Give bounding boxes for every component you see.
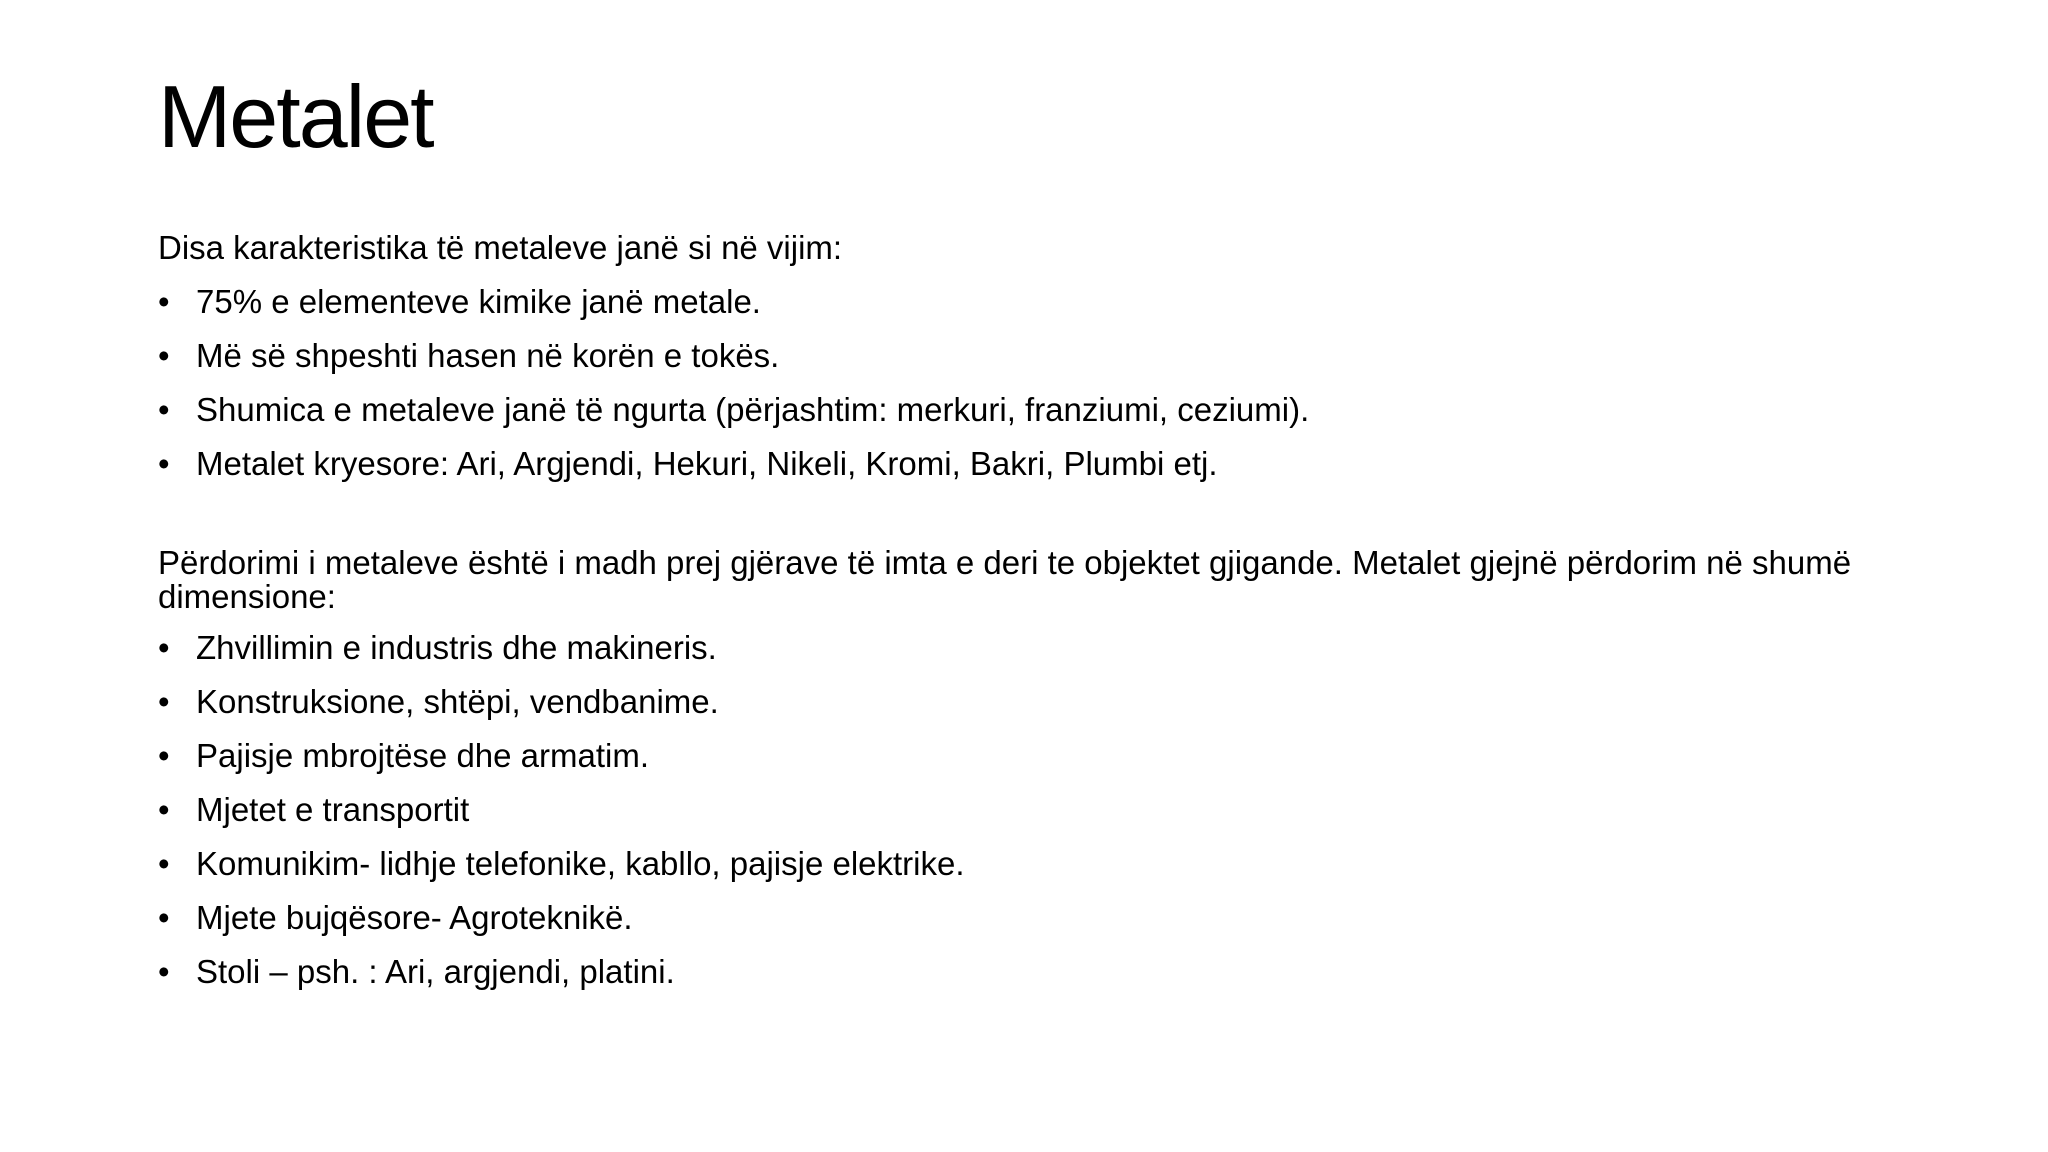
usage-list [158, 628, 1918, 992]
bullet-icon: • [158, 283, 170, 320]
list-item [158, 444, 1918, 484]
list-item-text: Mjete bujqësore- Agroteknikë. [196, 899, 633, 936]
list-item [158, 790, 1918, 830]
list-item [158, 898, 1918, 938]
bullet-icon: • [158, 337, 170, 374]
list-item-text: 75% e elementeve kimike janë metale. [196, 283, 761, 320]
bullet-icon: • [158, 953, 170, 990]
characteristics-list [158, 282, 1918, 484]
list-item-text: Më së shpeshti hasen në korën e tokës. [196, 337, 780, 374]
list-item-text: Mjetet e transportit [196, 791, 470, 828]
bullet-icon: • [158, 899, 170, 936]
list-item [158, 736, 1918, 776]
list-item [158, 282, 1918, 322]
list-item [158, 844, 1918, 884]
bullet-icon: • [158, 791, 170, 828]
slide-title: Metalet [158, 67, 433, 166]
list-item-text: Komunikim- lidhje telefonike, kabllo, pajisje elektrike. [196, 845, 965, 882]
list-item-text: Shumica e metaleve janë të ngurta (përjashtim: merkuri, franziumi, ceziumi). [196, 391, 1310, 428]
list-item-text: Pajisje mbrojtëse dhe armatim. [196, 737, 650, 774]
list-item-text: Metalet kryesore: Ari, Argjendi, Hekuri, Nikeli, Kromi, Bakri, Plumbi etj. [196, 445, 1218, 482]
bullet-icon: • [158, 629, 170, 666]
list-item [158, 390, 1918, 430]
list-item [158, 682, 1918, 722]
list-item-text: Stoli – psh. : Ari, argjendi, platini. [196, 953, 675, 990]
bullet-icon: • [158, 391, 170, 428]
list-item [158, 952, 1918, 992]
bullet-icon: • [158, 683, 170, 720]
characteristics-intro: Disa karakteristika të metaleve janë si në vijim: [158, 229, 843, 266]
bullet-icon: • [158, 737, 170, 774]
list-item [158, 628, 1918, 668]
usage-intro: Përdorimi i metaleve është i madh prej gjërave të imta e deri te objektet gjigande. Metalet gjejnë përdorim në shumë dimensione: [158, 544, 1852, 615]
bullet-icon: • [158, 445, 170, 482]
list-item-text: Konstruksione, shtëpi, vendbanime. [196, 683, 719, 720]
list-item [158, 336, 1918, 376]
slide-body [158, 228, 1918, 1006]
list-item-text: Zhvillimin e industris dhe makineris. [196, 629, 717, 666]
bullet-icon: • [158, 845, 170, 882]
